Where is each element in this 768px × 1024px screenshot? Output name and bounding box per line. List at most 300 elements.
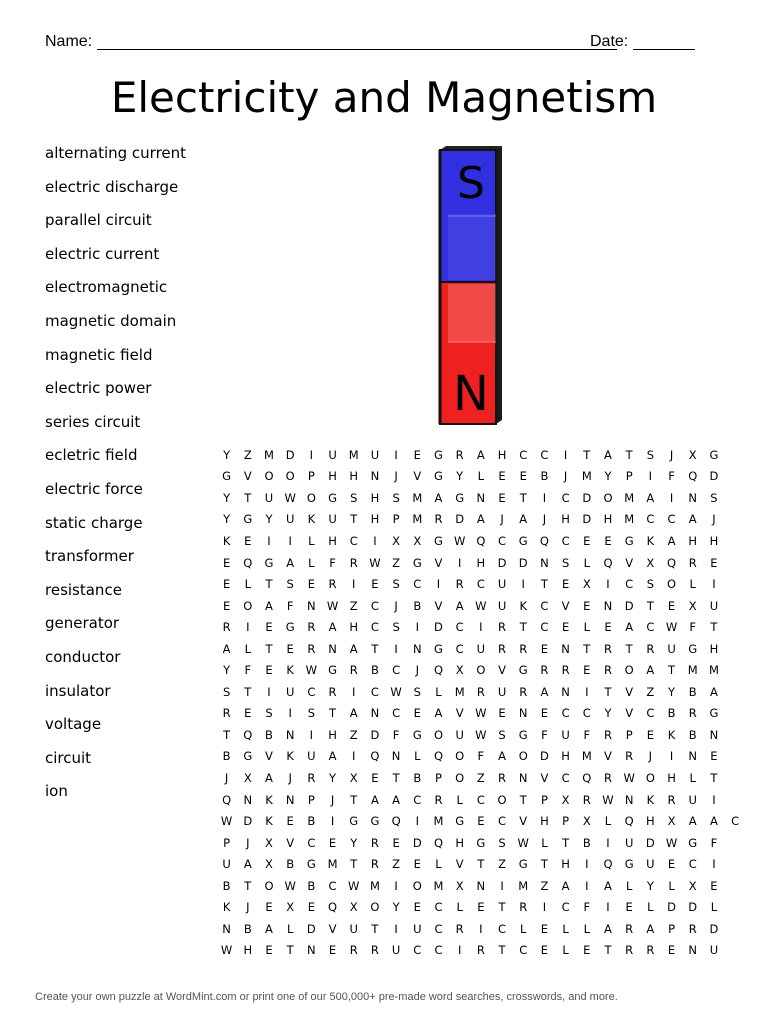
grid-letter[interactable]: I	[309, 727, 314, 742]
grid-letter[interactable]: R	[222, 706, 231, 721]
grid-letter[interactable]: X	[455, 878, 464, 893]
grid-letter[interactable]: I	[479, 620, 483, 635]
grid-letter[interactable]: B	[540, 469, 549, 484]
grid-letter[interactable]: Z	[392, 555, 401, 570]
grid-letter[interactable]: A	[625, 620, 634, 635]
grid-letter[interactable]: F	[689, 620, 697, 635]
grid-letter[interactable]: E	[498, 469, 506, 484]
grid-letter[interactable]: U	[413, 921, 422, 936]
grid-letter[interactable]: E	[710, 555, 718, 570]
grid-letter[interactable]: N	[476, 490, 486, 505]
grid-letter[interactable]: P	[307, 469, 315, 484]
grid-letter[interactable]: J	[712, 512, 716, 527]
grid-letter[interactable]: A	[328, 620, 337, 635]
grid-letter[interactable]: X	[349, 770, 358, 785]
grid-letter[interactable]: M	[454, 684, 465, 699]
grid-letter[interactable]: U	[497, 598, 507, 613]
grid-letter[interactable]: W	[305, 663, 318, 678]
grid-letter[interactable]: B	[667, 706, 676, 721]
grid-letter[interactable]: U	[624, 835, 634, 850]
grid-letter[interactable]: A	[519, 512, 528, 527]
grid-letter[interactable]: L	[647, 900, 654, 915]
grid-letter[interactable]: V	[413, 469, 422, 484]
grid-letter[interactable]: W	[602, 792, 614, 807]
name-line[interactable]	[97, 49, 617, 50]
grid-letter[interactable]: N	[370, 469, 380, 484]
grid-letter[interactable]: H	[349, 620, 359, 635]
grid-letter[interactable]: R	[519, 684, 528, 699]
grid-letter[interactable]: B	[413, 770, 422, 785]
grid-letter[interactable]: B	[413, 598, 422, 613]
grid-letter[interactable]: C	[307, 684, 316, 699]
grid-letter[interactable]: R	[455, 921, 464, 936]
grid-letter[interactable]: H	[476, 555, 486, 570]
grid-letter[interactable]: B	[582, 835, 591, 850]
grid-letter[interactable]: A	[455, 598, 464, 613]
grid-letter[interactable]: U	[264, 490, 274, 505]
grid-letter[interactable]: F	[244, 663, 252, 678]
grid-letter[interactable]: K	[265, 814, 273, 829]
grid-letter[interactable]: H	[328, 469, 337, 484]
grid-letter[interactable]: M	[708, 663, 719, 678]
grid-letter[interactable]: R	[307, 770, 316, 785]
grid-letter[interactable]: I	[267, 533, 271, 548]
grid-letter[interactable]: E	[667, 943, 676, 958]
grid-letter[interactable]: I	[669, 490, 674, 505]
grid-letter[interactable]: A	[286, 555, 295, 570]
grid-letter[interactable]: I	[606, 835, 610, 850]
grid-letter[interactable]: O	[285, 469, 295, 484]
grid-letter[interactable]: Q	[243, 727, 253, 742]
grid-letter[interactable]: G	[518, 727, 528, 742]
grid-letter[interactable]: C	[561, 533, 570, 548]
grid-letter[interactable]: T	[371, 921, 379, 936]
grid-letter[interactable]: T	[604, 943, 612, 958]
grid-letter[interactable]: A	[370, 792, 379, 807]
grid-letter[interactable]: U	[370, 447, 380, 462]
grid-letter[interactable]: T	[540, 577, 548, 592]
grid-letter[interactable]: G	[412, 555, 422, 570]
grid-letter[interactable]: M	[518, 878, 529, 893]
grid-letter[interactable]: A	[498, 749, 506, 764]
grid-letter[interactable]: E	[710, 749, 718, 764]
grid-letter[interactable]: K	[307, 512, 316, 527]
grid-letter[interactable]: E	[583, 943, 591, 958]
grid-letter[interactable]: T	[583, 641, 591, 656]
grid-letter[interactable]: R	[498, 770, 507, 785]
grid-letter[interactable]: I	[436, 577, 441, 592]
grid-letter[interactable]: G	[264, 555, 274, 570]
grid-letter[interactable]: Q	[243, 555, 253, 570]
grid-letter[interactable]: P	[625, 469, 633, 484]
grid-letter[interactable]: E	[328, 835, 337, 850]
grid-letter[interactable]: I	[500, 878, 504, 893]
grid-letter[interactable]: T	[350, 792, 358, 807]
grid-letter[interactable]: I	[712, 857, 716, 872]
grid-letter[interactable]: A	[604, 447, 612, 462]
grid-letter[interactable]: F	[329, 555, 336, 570]
grid-letter[interactable]: Y	[223, 447, 231, 462]
grid-letter[interactable]: D	[688, 900, 698, 915]
grid-letter[interactable]: I	[563, 447, 568, 462]
grid-letter[interactable]: H	[646, 814, 655, 829]
grid-letter[interactable]: S	[498, 835, 506, 850]
grid-letter[interactable]: U	[455, 727, 464, 742]
grid-letter[interactable]: E	[413, 447, 421, 462]
grid-letter[interactable]: N	[688, 749, 698, 764]
grid-letter[interactable]: I	[669, 749, 674, 764]
grid-letter[interactable]: N	[624, 792, 634, 807]
grid-letter[interactable]: E	[498, 706, 506, 721]
grid-letter[interactable]: A	[222, 641, 231, 656]
grid-letter[interactable]: D	[434, 620, 443, 635]
grid-letter[interactable]: T	[477, 857, 485, 872]
grid-letter[interactable]: O	[624, 663, 634, 678]
grid-letter[interactable]: R	[625, 921, 634, 936]
grid-letter[interactable]: A	[328, 749, 337, 764]
grid-letter[interactable]: I	[542, 490, 547, 505]
grid-letter[interactable]: U	[222, 857, 231, 872]
grid-letter[interactable]: G	[328, 490, 337, 505]
grid-letter[interactable]: C	[349, 533, 358, 548]
grid-letter[interactable]: W	[284, 878, 296, 893]
grid-letter[interactable]: K	[286, 663, 294, 678]
grid-letter[interactable]: T	[519, 792, 527, 807]
grid-letter[interactable]: N	[603, 598, 613, 613]
grid-letter[interactable]: Q	[688, 469, 698, 484]
grid-letter[interactable]: G	[709, 706, 719, 721]
grid-letter[interactable]: V	[519, 814, 528, 829]
grid-letter[interactable]: B	[222, 749, 231, 764]
grid-letter[interactable]: G	[624, 857, 634, 872]
grid-letter[interactable]: G	[518, 857, 528, 872]
grid-letter[interactable]: K	[667, 727, 676, 742]
grid-letter[interactable]: A	[667, 533, 676, 548]
grid-letter[interactable]: I	[648, 469, 653, 484]
grid-letter[interactable]: S	[307, 706, 315, 721]
grid-letter[interactable]: E	[413, 900, 421, 915]
grid-letter[interactable]: L	[562, 921, 569, 936]
grid-letter[interactable]: E	[286, 814, 294, 829]
grid-letter[interactable]: G	[518, 663, 528, 678]
grid-letter[interactable]: E	[583, 663, 591, 678]
grid-letter[interactable]: R	[582, 792, 591, 807]
grid-letter[interactable]: Z	[243, 447, 252, 462]
grid-letter[interactable]: L	[562, 943, 569, 958]
grid-letter[interactable]: L	[668, 878, 675, 893]
grid-letter[interactable]: C	[307, 835, 316, 850]
grid-letter[interactable]: W	[369, 555, 381, 570]
grid-letter[interactable]: I	[457, 943, 462, 958]
grid-letter[interactable]: I	[521, 577, 525, 592]
grid-letter[interactable]: D	[518, 555, 528, 570]
grid-letter[interactable]: U	[497, 577, 507, 592]
grid-letter[interactable]: L	[520, 921, 527, 936]
grid-letter[interactable]: C	[413, 943, 422, 958]
grid-letter[interactable]: R	[603, 770, 612, 785]
grid-letter[interactable]: X	[413, 533, 422, 548]
grid-letter[interactable]: Q	[328, 900, 338, 915]
grid-letter[interactable]: E	[540, 921, 549, 936]
grid-letter[interactable]: T	[392, 770, 400, 785]
grid-letter[interactable]: C	[688, 857, 697, 872]
grid-letter[interactable]: U	[688, 792, 697, 807]
grid-letter[interactable]: G	[688, 835, 698, 850]
grid-letter[interactable]: T	[244, 490, 252, 505]
grid-letter[interactable]: I	[373, 533, 377, 548]
grid-letter[interactable]: E	[244, 706, 252, 721]
grid-letter[interactable]: E	[265, 943, 273, 958]
grid-letter[interactable]: E	[561, 620, 570, 635]
grid-letter[interactable]: E	[667, 598, 676, 613]
grid-letter[interactable]: B	[222, 878, 231, 893]
grid-letter[interactable]: O	[667, 577, 677, 592]
grid-letter[interactable]: C	[646, 706, 655, 721]
grid-letter[interactable]: X	[667, 814, 676, 829]
grid-letter[interactable]: F	[668, 469, 675, 484]
grid-letter[interactable]: Q	[539, 533, 549, 548]
grid-letter[interactable]: A	[646, 663, 655, 678]
grid-letter[interactable]: T	[498, 900, 506, 915]
grid-letter[interactable]: M	[264, 447, 274, 462]
grid-letter[interactable]: Z	[476, 770, 485, 785]
grid-letter[interactable]: I	[606, 577, 610, 592]
grid-letter[interactable]: E	[265, 900, 273, 915]
grid-letter[interactable]: A	[709, 814, 718, 829]
grid-letter[interactable]: U	[349, 921, 358, 936]
grid-letter[interactable]: T	[710, 620, 718, 635]
grid-letter[interactable]: W	[623, 770, 635, 785]
grid-letter[interactable]: E	[222, 598, 231, 613]
grid-letter[interactable]: I	[394, 641, 398, 656]
grid-letter[interactable]: A	[540, 684, 549, 699]
grid-letter[interactable]: V	[243, 469, 252, 484]
grid-letter[interactable]: H	[688, 533, 698, 548]
grid-letter[interactable]: R	[370, 857, 379, 872]
grid-letter[interactable]: S	[265, 706, 273, 721]
grid-letter[interactable]: W	[475, 706, 487, 721]
grid-letter[interactable]: U	[476, 641, 486, 656]
grid-letter[interactable]: U	[561, 727, 570, 742]
grid-letter[interactable]: E	[413, 857, 421, 872]
grid-letter[interactable]: R	[688, 706, 697, 721]
grid-letter[interactable]: X	[265, 857, 273, 872]
grid-letter[interactable]: X	[561, 792, 570, 807]
grid-letter[interactable]: X	[646, 555, 655, 570]
grid-letter[interactable]: N	[476, 878, 486, 893]
grid-letter[interactable]: O	[243, 598, 253, 613]
grid-letter[interactable]: S	[286, 577, 294, 592]
grid-letter[interactable]: L	[435, 857, 442, 872]
grid-letter[interactable]: T	[265, 641, 273, 656]
grid-letter[interactable]: F	[286, 598, 294, 613]
grid-letter[interactable]: C	[646, 620, 655, 635]
grid-letter[interactable]: W	[475, 727, 487, 742]
grid-letter[interactable]: E	[477, 814, 485, 829]
grid-letter[interactable]: E	[519, 469, 527, 484]
grid-letter[interactable]: E	[561, 577, 570, 592]
grid-letter[interactable]: C	[561, 900, 570, 915]
grid-letter[interactable]: H	[243, 943, 253, 958]
grid-letter[interactable]: R	[688, 555, 697, 570]
grid-letter[interactable]: E	[371, 577, 379, 592]
grid-letter[interactable]: G	[434, 447, 443, 462]
grid-letter[interactable]: Y	[329, 770, 337, 785]
grid-letter[interactable]: R	[434, 792, 443, 807]
grid-letter[interactable]: Q	[667, 555, 677, 570]
grid-letter[interactable]: T	[265, 577, 273, 592]
grid-letter[interactable]: E	[265, 663, 273, 678]
grid-letter[interactable]: D	[709, 921, 719, 936]
grid-letter[interactable]: A	[709, 684, 718, 699]
grid-letter[interactable]: Z	[646, 684, 655, 699]
grid-letter[interactable]: G	[455, 814, 465, 829]
grid-letter[interactable]: O	[433, 727, 443, 742]
grid-letter[interactable]: N	[285, 792, 295, 807]
grid-letter[interactable]: G	[434, 641, 443, 656]
grid-letter[interactable]: C	[370, 620, 379, 635]
grid-letter[interactable]: Z	[349, 598, 358, 613]
grid-letter[interactable]: D	[455, 512, 465, 527]
grid-letter[interactable]: H	[455, 835, 464, 850]
grid-letter[interactable]: O	[603, 490, 613, 505]
grid-letter[interactable]: F	[477, 749, 485, 764]
grid-letter[interactable]: M	[687, 663, 698, 678]
grid-letter[interactable]: D	[285, 447, 295, 462]
grid-letter[interactable]: C	[540, 598, 549, 613]
grid-letter[interactable]: X	[265, 835, 273, 850]
grid-letter[interactable]: C	[434, 900, 443, 915]
grid-letter[interactable]: C	[731, 814, 740, 829]
grid-letter[interactable]: N	[688, 943, 698, 958]
grid-letter[interactable]: E	[498, 490, 506, 505]
grid-letter[interactable]: T	[646, 598, 654, 613]
grid-letter[interactable]: C	[413, 577, 422, 592]
grid-letter[interactable]: E	[477, 900, 485, 915]
grid-letter[interactable]: U	[667, 641, 676, 656]
grid-letter[interactable]: S	[646, 447, 654, 462]
grid-letter[interactable]: N	[243, 792, 253, 807]
grid-letter[interactable]: L	[244, 641, 251, 656]
grid-letter[interactable]: E	[667, 857, 676, 872]
grid-letter[interactable]: C	[434, 943, 443, 958]
grid-letter[interactable]: E	[625, 900, 633, 915]
grid-letter[interactable]: E	[307, 900, 315, 915]
grid-letter[interactable]: J	[563, 469, 568, 484]
grid-letter[interactable]: E	[540, 641, 549, 656]
grid-letter[interactable]: Y	[223, 490, 231, 505]
grid-letter[interactable]: W	[665, 620, 678, 635]
grid-letter[interactable]: O	[455, 749, 465, 764]
grid-letter[interactable]: K	[265, 792, 273, 807]
grid-letter[interactable]: D	[709, 469, 719, 484]
grid-letter[interactable]: M	[433, 814, 444, 829]
grid-letter[interactable]: H	[561, 857, 570, 872]
grid-letter[interactable]: V	[434, 555, 443, 570]
grid-letter[interactable]: N	[285, 727, 295, 742]
grid-letter[interactable]: N	[412, 641, 422, 656]
grid-letter[interactable]: Q	[476, 533, 486, 548]
grid-letter[interactable]: Q	[582, 770, 592, 785]
grid-letter[interactable]: E	[583, 598, 591, 613]
grid-letter[interactable]: O	[370, 900, 380, 915]
grid-letter[interactable]: Y	[223, 512, 231, 527]
grid-letter[interactable]: Q	[603, 857, 613, 872]
grid-letter[interactable]: V	[286, 835, 295, 850]
grid-letter[interactable]: C	[667, 512, 676, 527]
grid-letter[interactable]: I	[415, 814, 419, 829]
grid-letter[interactable]: M	[581, 469, 592, 484]
grid-letter[interactable]: I	[712, 577, 716, 592]
grid-letter[interactable]: J	[542, 512, 547, 527]
grid-letter[interactable]: C	[392, 706, 401, 721]
grid-letter[interactable]: Q	[391, 814, 401, 829]
grid-letter[interactable]: H	[709, 533, 719, 548]
grid-letter[interactable]: W	[284, 490, 296, 505]
grid-letter[interactable]: E	[646, 727, 654, 742]
grid-letter[interactable]: V	[625, 555, 634, 570]
grid-letter[interactable]: I	[585, 684, 589, 699]
grid-letter[interactable]: R	[603, 727, 612, 742]
grid-letter[interactable]: X	[349, 900, 358, 915]
grid-letter[interactable]: L	[308, 555, 315, 570]
grid-letter[interactable]: V	[540, 770, 549, 785]
word-search-grid[interactable]	[216, 444, 746, 961]
grid-letter[interactable]: V	[561, 598, 570, 613]
grid-letter[interactable]: H	[667, 770, 676, 785]
grid-letter[interactable]: L	[710, 900, 718, 915]
grid-letter[interactable]: L	[414, 749, 421, 764]
grid-letter[interactable]: V	[625, 706, 634, 721]
grid-letter[interactable]: L	[286, 921, 294, 936]
grid-letter[interactable]: A	[265, 770, 273, 785]
grid-letter[interactable]: T	[540, 857, 548, 872]
grid-letter[interactable]: W	[326, 598, 339, 613]
grid-letter[interactable]: I	[330, 814, 335, 829]
grid-letter[interactable]: G	[285, 620, 295, 635]
grid-letter[interactable]: B	[370, 663, 379, 678]
grid-letter[interactable]: A	[434, 706, 443, 721]
grid-letter[interactable]: Q	[433, 663, 443, 678]
grid-letter[interactable]: X	[392, 533, 401, 548]
grid-letter[interactable]: L	[541, 835, 548, 850]
grid-letter[interactable]: X	[688, 878, 697, 893]
grid-letter[interactable]: I	[542, 900, 547, 915]
grid-letter[interactable]: Q	[433, 749, 443, 764]
grid-letter[interactable]: R	[222, 620, 231, 635]
grid-letter[interactable]: D	[667, 900, 676, 915]
grid-letter[interactable]: C	[625, 577, 634, 592]
grid-letter[interactable]: W	[665, 835, 678, 850]
grid-letter[interactable]: A	[476, 512, 485, 527]
grid-letter[interactable]: C	[646, 512, 655, 527]
grid-letter[interactable]: Z	[540, 878, 549, 893]
grid-letter[interactable]: C	[561, 770, 570, 785]
grid-letter[interactable]: R	[498, 620, 507, 635]
grid-letter[interactable]: P	[392, 512, 400, 527]
grid-letter[interactable]: H	[370, 490, 380, 505]
grid-letter[interactable]: L	[583, 921, 590, 936]
grid-letter[interactable]: G	[370, 814, 380, 829]
grid-letter[interactable]: M	[624, 490, 635, 505]
grid-letter[interactable]: H	[497, 447, 507, 462]
grid-letter[interactable]: H	[709, 641, 719, 656]
grid-letter[interactable]: L	[456, 900, 463, 915]
grid-letter[interactable]: G	[349, 814, 359, 829]
grid-letter[interactable]: J	[394, 598, 398, 613]
grid-letter[interactable]: R	[307, 620, 316, 635]
grid-letter[interactable]: A	[265, 598, 273, 613]
